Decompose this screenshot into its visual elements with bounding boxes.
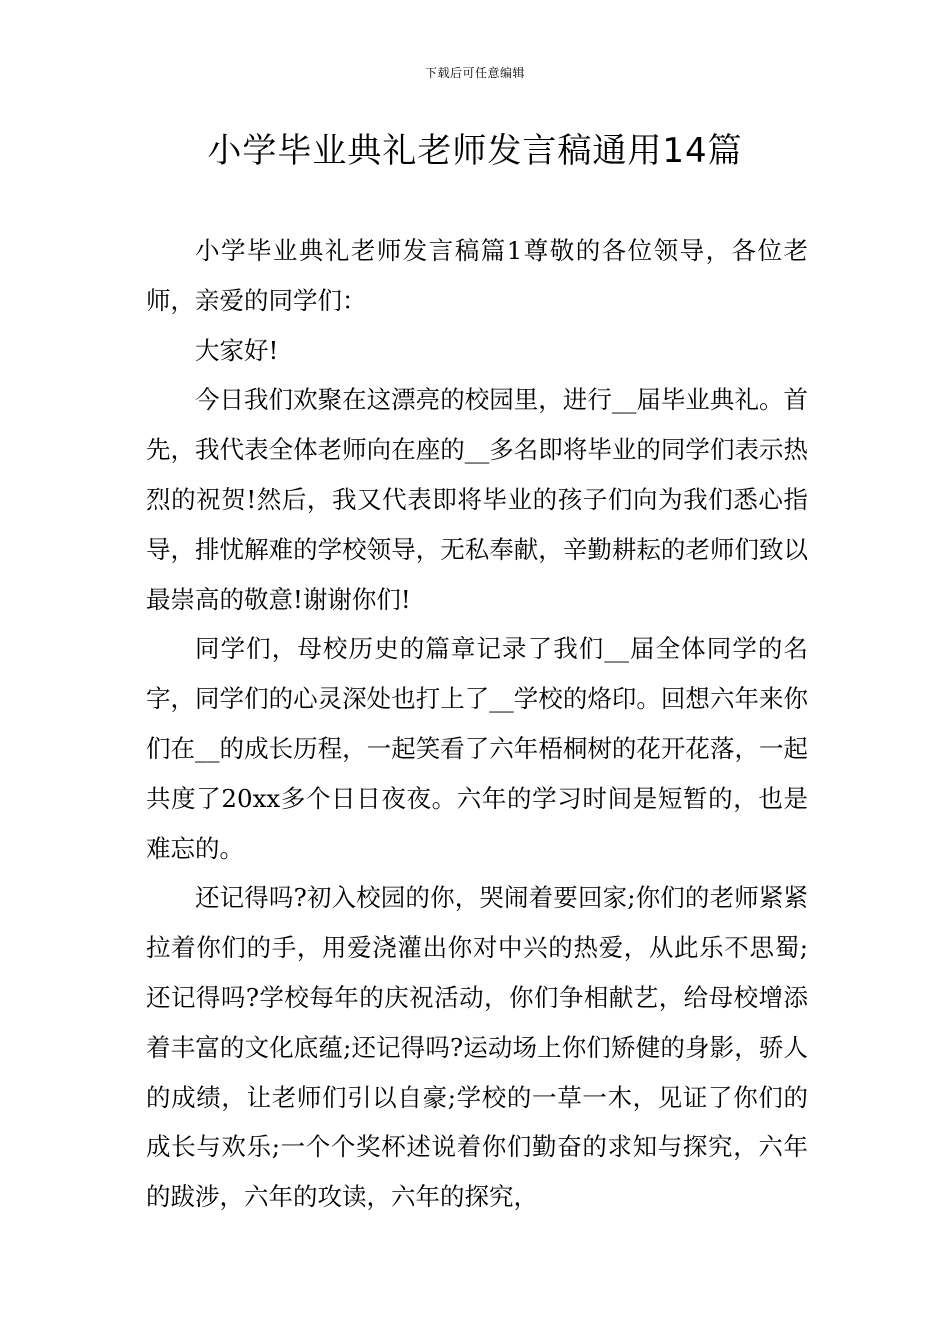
paragraph-greeting: 大家好! bbox=[195, 335, 279, 365]
paragraph-opening: 今日我们欢聚在这漂亮的校园里，进行__届毕业典礼。首先，我代表全体老师向在座的__多名即将毕业的同学们表示热烈的祝贺!然后，我又代表即将毕业的孩子们向为我们悉心指导，排忧解难的学校领导，无私奉献，辛勤耕耘的老师们致以最崇高的敬意!谢谢你们! bbox=[146, 385, 808, 614]
document-title: 小学毕业典礼老师发言稿通用14篇 bbox=[207, 131, 743, 171]
document-body bbox=[146, 226, 808, 1222]
paragraph-salutation: 小学毕业典礼老师发言稿篇1尊敬的各位领导，各位老师，亲爱的同学们： bbox=[146, 236, 808, 315]
paragraph-remember: 还记得吗?初入校园的你，哭闹着要回家;你们的老师紧紧拉着你们的手，用爱浇灌出你对中兴的热爱，从此乐不思蜀;还记得吗?学校每年的庆祝活动，你们争相献艺，给母校增添着丰富的文化底蕴;还记得吗?运动场上你们矫健的身影，骄人的成绩，让老师们引以自豪;学校的一草一木，见证了你们的成长与欢乐;一个个奖杯述说着你们勤奋的求知与探究，六年的跋涉，六年的攻读，六年的探究， bbox=[146, 883, 808, 1212]
paragraph-memories: 同学们，母校历史的篇章记录了我们__届全体同学的名字，同学们的心灵深处也打上了__学校的烙印。回想六年来你们在__的成长历程，一起笑看了六年梧桐树的花开花落，一起共度了20xx多个日日夜夜。六年的学习时间是短暂的，也是难忘的。 bbox=[146, 634, 808, 863]
page-header-note: 下载后可任意编辑 bbox=[424, 66, 525, 80]
